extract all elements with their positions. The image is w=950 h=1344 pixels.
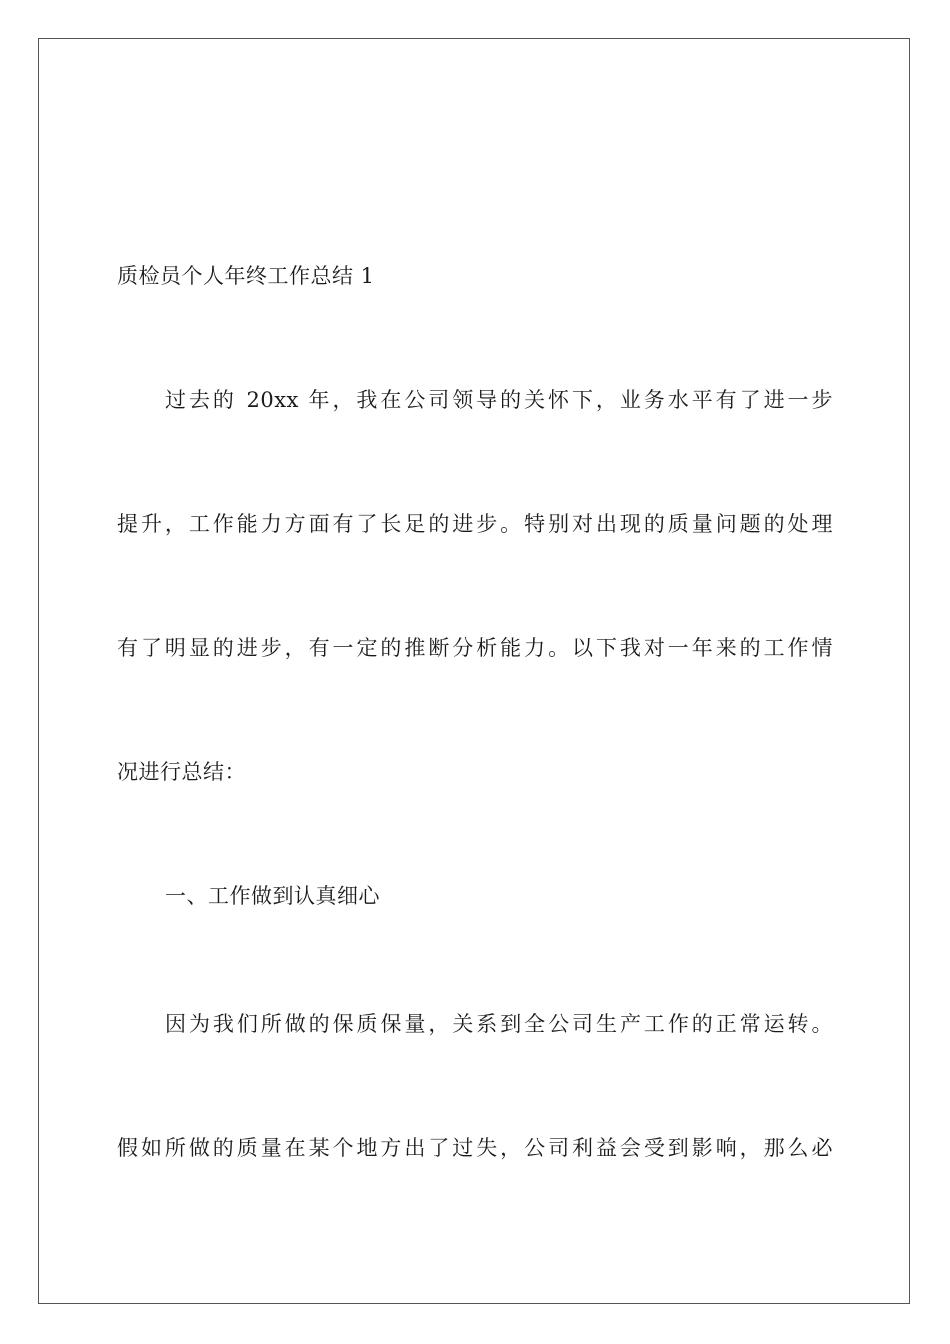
paragraph-line: 提升，工作能力方面有了长足的进步。特别对出现的质量问题的处理 [117,512,833,536]
paragraph-line: 因为我们所做的保质保量，关系到全公司生产工作的正常运转。 [165,1012,833,1036]
document-title: 质检员个人年终工作总结 1 [117,264,375,288]
paragraph-line: 假如所做的质量在某个地方出了过失，公司利益会受到影响，那么必 [117,1136,833,1160]
page-frame [38,38,910,1304]
section-heading: 一、工作做到认真细心 [165,884,380,908]
paragraph-line: 过去的 20xx 年，我在公司领导的关怀下，业务水平有了进一步 [165,388,833,412]
paragraph-line: 有了明显的进步，有一定的推断分析能力。以下我对一年来的工作情 [117,636,833,660]
paragraph-line: 况进行总结： [117,760,246,784]
